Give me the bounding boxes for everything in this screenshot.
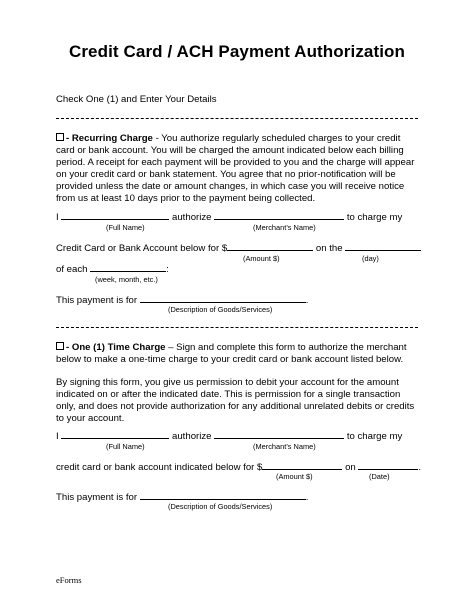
footer-brand: eForms xyxy=(56,575,82,585)
recurring-name-line xyxy=(56,210,402,224)
recurring-checkbox[interactable] xyxy=(56,133,64,141)
caption-merchant-name: (Merchant’s Name) xyxy=(253,223,316,232)
payment-for-label: This payment is for xyxy=(56,295,138,306)
onetime-amount-line xyxy=(56,460,421,474)
period-mark: . xyxy=(305,492,309,503)
caption-description: (Description of Goods/Services) xyxy=(168,502,273,511)
caption-full-name: (Full Name) xyxy=(106,442,145,451)
recurring-heading: - Recurring Charge xyxy=(66,133,153,144)
colon: : xyxy=(166,264,169,275)
amount-field[interactable] xyxy=(227,241,313,251)
onetime-name-line xyxy=(56,429,402,443)
recurring-period-line xyxy=(56,262,169,276)
amount-prefix-label: Credit Card or Bank Account below for $ xyxy=(56,243,228,254)
period-mark: . xyxy=(418,462,422,473)
caption-description: (Description of Goods/Services) xyxy=(168,305,273,314)
period-mark: . xyxy=(305,295,309,306)
amount-prefix-label: credit card or bank account indicated below for $ xyxy=(56,462,263,473)
period-field[interactable] xyxy=(90,262,166,272)
onetime-charge-paragraph xyxy=(56,342,418,366)
full-name-field[interactable] xyxy=(61,429,169,439)
dashed-divider xyxy=(56,118,418,119)
payment-for-label: This payment is for xyxy=(56,492,138,503)
amount-field[interactable] xyxy=(262,460,342,470)
page-title: Credit Card / ACH Payment Authorization xyxy=(68,42,406,61)
on-label: on xyxy=(345,462,356,473)
check-one-instruction: Check One (1) and Enter Your Details xyxy=(56,94,217,105)
merchant-name-field[interactable] xyxy=(214,210,344,220)
i-label: I xyxy=(56,212,59,223)
day-field[interactable] xyxy=(345,241,421,251)
caption-day: (day) xyxy=(362,254,379,263)
description-field[interactable] xyxy=(140,490,306,500)
onetime-checkbox[interactable] xyxy=(56,342,64,350)
dashed-divider xyxy=(56,327,418,328)
recurring-body: - You authorize regularly scheduled charges to your credit card or bank account. You will be charged the amount indicated below each billing period. A receipt for each payment will be provided to you and the charge will appear on your credit card or bank statement. You agree that no prior-notification will be provided unless the date or amount changes, in which case you will receive notice from us at least 10 days prior to the payment being collected. xyxy=(56,133,415,204)
onetime-heading: - One (1) Time Charge xyxy=(66,342,166,353)
onetime-body: – Sign and complete this form to authorize the merchant below to make a one-time charge to your credit card or bank account listed below. xyxy=(56,342,407,365)
authorize-label: authorize xyxy=(172,431,212,442)
onetime-permission-paragraph: By signing this form, you give us permission to debit your account for the amount indicated on or after the indicated date. This is permission for a single transaction only, and does not provide authorization for any additional unrelated debits or credits to your account. xyxy=(56,377,415,424)
authorize-label: authorize xyxy=(172,212,212,223)
of-each-label: of each xyxy=(56,264,88,275)
caption-period: (week, month, etc.) xyxy=(95,275,158,284)
caption-full-name: (Full Name) xyxy=(106,223,145,232)
caption-amount: (Amount $) xyxy=(276,472,313,481)
caption-date: (Date) xyxy=(369,472,390,481)
to-charge-label: to charge my xyxy=(346,431,403,442)
on-the-label: on the xyxy=(315,243,343,254)
date-field[interactable] xyxy=(358,460,418,470)
description-field[interactable] xyxy=(140,293,306,303)
full-name-field[interactable] xyxy=(61,210,169,220)
i-label: I xyxy=(56,431,59,442)
caption-amount: (Amount $) xyxy=(243,254,280,263)
recurring-charge-paragraph xyxy=(56,133,418,204)
to-charge-label: to charge my xyxy=(346,212,403,223)
caption-merchant-name: (Merchant’s Name) xyxy=(253,442,316,451)
merchant-name-field[interactable] xyxy=(214,429,344,439)
recurring-amount-line xyxy=(56,241,421,255)
